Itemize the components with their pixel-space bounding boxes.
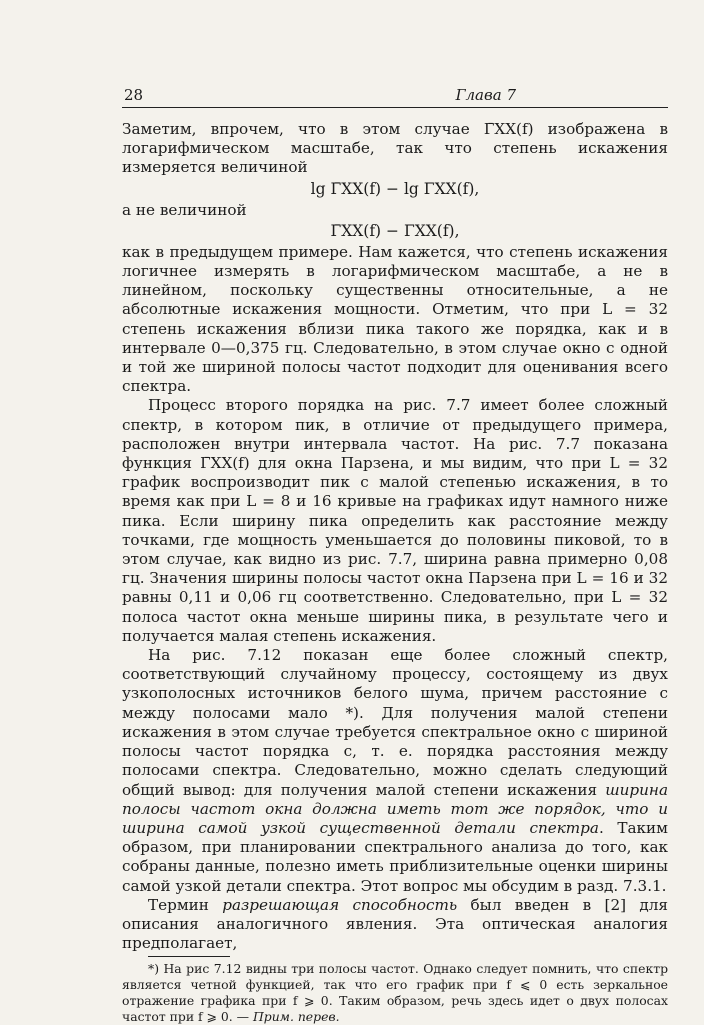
paragraph-4-text: Термин [148,895,223,914]
formula-log-difference: lg Γ̄XX(f) − lg ΓXX(f), [310,179,480,198]
paragraph-4 [122,896,668,954]
footnote-text: *) На рис 7.12 видны три полосы частот. Однако следует помнить, что спектр является четной функцией, так что его график при f ⩽ 0 есть зеркальное отражение графика при f ⩾ 0. Таким образом, речь здесь идет о двух полосах частот при f ⩾ 0. — [122,961,668,1025]
paragraph-1-continuation: а не величиной [122,200,247,219]
footnote-attribution: Прим. перев. [252,1009,340,1025]
paragraph-2: Процесс второго порядка на рис. 7.7 имеет более сложный спектр, в котором пик, в отличие от предыдущего примера, расположен внутри интервала частот. На рис. 7.7 показана функция Γ̄XX(f) для окна Парзена, и мы видим, что при L = 32 график воспроизводит пик с малой степенью искажения, в то время как при L = 8 и 16 кривые на графиках идут намного ниже пика. Если ширину пика определить как расстояние между точками, где мощность уменьшается до половины пиковой, то в этом случае, как видно из рис. 7.7, ширина равна примерно 0,08 гц. Значения ширины полосы частот окна Парзена при L = 16 и 32 равны 0,11 и 0,06 гц соответственно. Следовательно, при L = 32 полоса частот окна меньше ширины пика, в результате чего и получается малая степень искажения. [122,396,668,645]
paragraph-3 [122,646,668,896]
paragraph-4-text-end: был введен в [2] для описания аналогичного явления. Эта оптическая аналогия предполагает, [122,895,668,953]
paragraph-3-text: На рис. 7.12 показан еще более сложный спектр, соответствующий случайному процессу, состоящему из двух узкополосных источников белого шума, причем расстояние c между полосами мало *). Для получения малой степени искажения в этом случае требуется спектральное окно с шириной полосы частот порядка c, т. е. порядка расстояния между полосами спектра. Следовательно, можно сделать следующий общий вывод: для получения малой степени искажения [122,646,668,799]
paragraph-4-term: разрешающая способность [222,895,458,914]
paragraph-3-text-end: . Таким образом, при планировании спектрального анализа до того, как собраны данные, полезно иметь приблизительные оценки ширины самой узкой детали спектра. Этот вопрос мы обсудим в разд. 7.3.1. [122,818,668,895]
paragraph-1-end: как в предыдущем примере. Нам кажется, что степень искажения логичнее измерять в логарифмическом масштабе, а не в линейном, поскольку существенны относительные, а не абсолютные искажения мощности. Отметим, что при L = 32 степень искажения вблизи пика такого же порядка, как и в интервале 0—0,375 гц. Следовательно, в этом случае окно с одной и той же шириной полосы частот подходит для оценивания всего спектра. [122,242,668,396]
formula-linear-difference: Γ̄XX(f) − ΓXX(f), [330,221,460,240]
page-number: 28 [124,86,144,104]
book-page [122,86,668,1025]
footnote [122,961,668,1025]
chapter-title: Глава 7 [455,86,516,104]
footnote-divider [148,956,230,957]
paragraph-1: Заметим, впрочем, что в этом случае Γ̄XX(f) изображена в логарифмическом масштабе, так что степень искажения измеряется величиной [122,120,668,177]
paragraph-3-emphasis: ширина полосы частот окна должна иметь тот же порядок, что и ширина самой узкой существенной детали спектра [122,780,668,837]
running-header [122,86,668,108]
